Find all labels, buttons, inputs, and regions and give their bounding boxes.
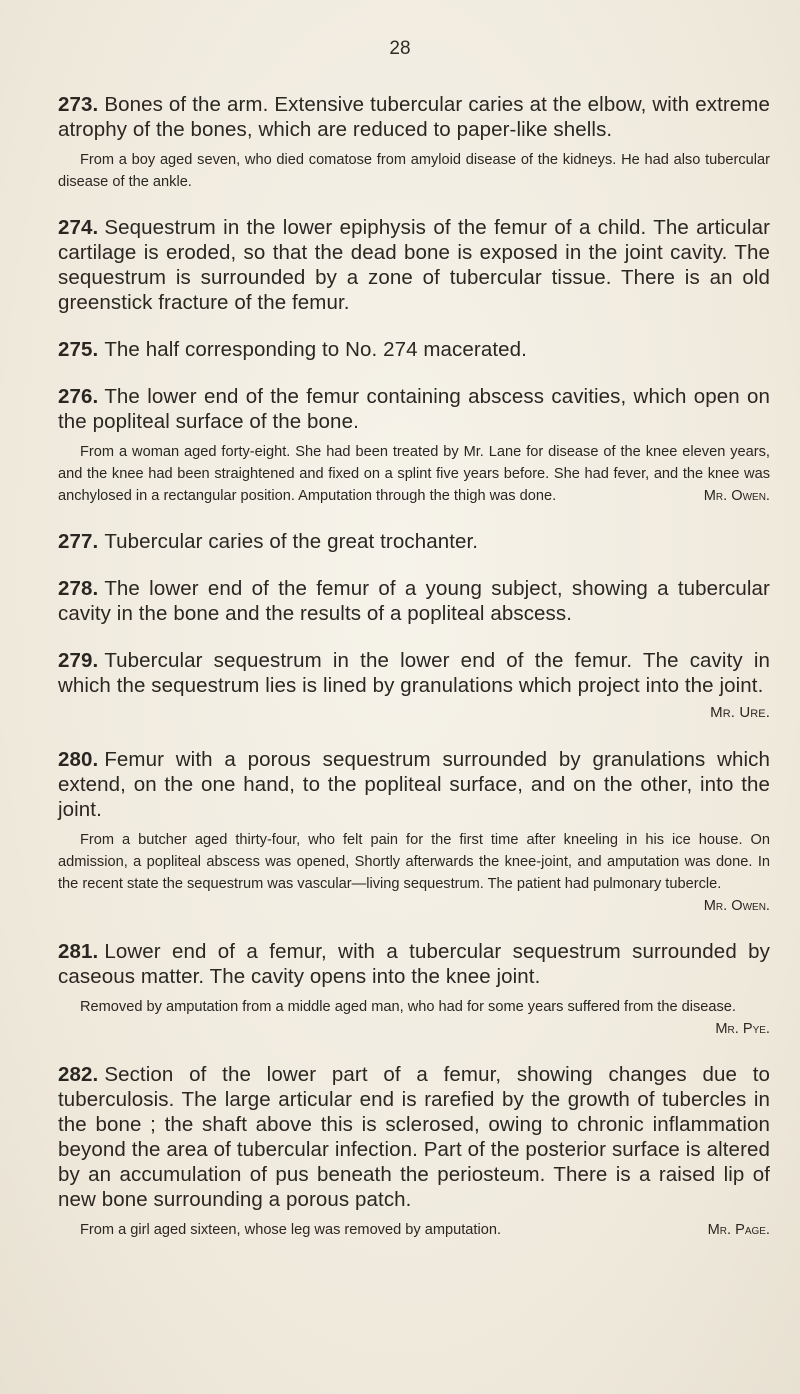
entry-number: 277. [58,530,99,553]
entry-note [58,441,770,507]
entry-282 [58,1062,770,1241]
entry-275 [58,337,770,362]
entry-description [58,215,770,315]
entry-description [58,1062,770,1212]
entry-description [58,384,770,434]
entry-274 [58,215,770,315]
entry-text: Lower end of a femur, with a tubercular sequestrum surrounded by caseous matter. The cavity opens into the knee joint. [58,940,770,988]
entry-number: 280. [58,748,99,771]
entry-279 [58,648,770,725]
entry-number: 274. [58,216,99,239]
entry-text: Bones of the arm. Extensive tubercular caries at the elbow, with extreme atrophy of the bones, which are reduced to paper-like shells. [58,93,770,141]
attribution: Mr. Ure. [710,704,770,721]
entry-text: The lower end of the femur of a young subject, showing a tubercular cavity in the bone and the results of a popliteal abscess. [58,577,770,625]
entry-number: 273. [58,93,99,116]
entry-number: 275. [58,338,99,361]
entry-text: Sequestrum in the lower epiphysis of the femur of a child. The articular cartilage is eroded, so that the dead bone is exposed in the joint cavity. The sequestrum is surrounded by a zone of tubercular tissue. There is an old greenstick fracture of the femur. [58,216,770,314]
entry-description [58,337,770,362]
attribution: Mr. Page. [707,1222,770,1238]
entry-description [58,747,770,822]
entry-number: 281. [58,940,99,963]
entry-281 [58,939,770,1040]
entry-description [58,92,770,142]
entry-280 [58,747,770,917]
entry-text: The lower end of the femur containing abscess cavities, which open on the popliteal surface of the bone. [58,385,770,433]
entry-description [58,939,770,989]
entry-description [58,576,770,626]
entry-description [58,529,770,554]
attribution: Mr. Pye. [715,1021,770,1037]
entry-note [58,1219,770,1241]
entry-number: 278. [58,577,99,600]
entry-description [58,648,770,721]
note-text: From a girl aged sixteen, whose leg was removed by amputation. [80,1222,501,1238]
entry-note [58,996,770,1037]
attribution: Mr. Owen. [703,488,770,504]
entry-text: Tubercular caries of the great trochanter. [104,530,479,553]
entry-277 [58,529,770,554]
catalogue-entries [58,92,770,1263]
entry-text: Tubercular sequestrum in the lower end of the femur. The cavity in which the sequestrum lies is lined by granulations which project into the joint. [58,649,770,697]
entry-text: Section of the lower part of a femur, showing changes due to tuberculosis. The large articular end is rarefied by the growth of tubercles in the bone ; the shaft above this is sclerosed, owing to chronic inflammation beyond the area of tubercular infection. Part of the posterior surface is altered by an accumulation of pus beneath the periosteum. There is a raised lip of new bone surrounding a porous patch. [58,1063,770,1211]
entry-text: The half corresponding to No. 274 macerated. [104,338,527,361]
entry-note [58,149,770,193]
entry-273 [58,92,770,193]
entry-note [58,829,770,914]
entry-number: 282. [58,1063,99,1086]
note-text: Removed by amputation from a middle aged man, who had for some years suffered from the disease. [80,999,736,1015]
entry-278 [58,576,770,626]
page-number: 28 [389,38,411,59]
note-text: From a butcher aged thirty-four, who felt pain for the first time after kneeling in his ice house. On admission, a popliteal abscess was opened, Shortly afterwards the knee-joint, and amputation was done. In the recent state the sequestrum was vascular—living sequestrum. The patient had pulmonary tubercle. [58,832,770,892]
note-text: From a woman aged forty-eight. She had been treated by Mr. Lane for disease of the knee eleven years, and the knee had been straightened and fixed on a splint five years before. She had fever, and the knee was anchylosed in a rectangular position. Amputation through the thigh was done. [58,444,770,504]
entry-276 [58,384,770,507]
entry-number: 279. [58,649,99,672]
note-text: From a boy aged seven, who died comatose from amyloid disease of the kidneys. He had also tubercular disease of the ankle. [58,152,770,190]
attribution: Mr. Owen. [703,898,770,914]
entry-number: 276. [58,385,99,408]
entry-text: Femur with a porous sequestrum surrounded by granulations which extend, on the one hand, to the popliteal surface, and on the other, into the joint. [58,748,770,821]
